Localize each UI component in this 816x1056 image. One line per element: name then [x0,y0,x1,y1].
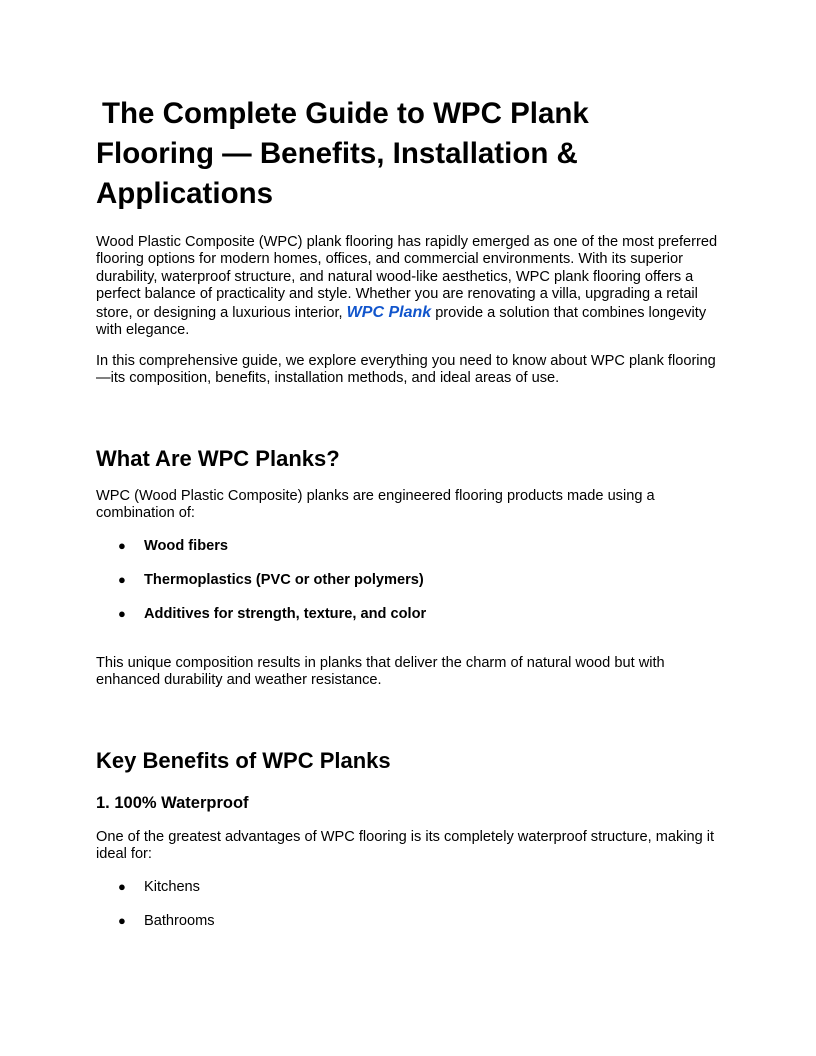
list-item-label: Additives for strength, texture, and color [144,606,427,622]
waterproof-lead-paragraph: One of the greatest advantages of WPC flooring is its completely waterproof structure, making it ideal for: [96,829,715,863]
bullet-icon: ● [118,913,126,928]
list-item-label: Kitchens [144,879,200,895]
list-item-label: Thermoplastics (PVC or other polymers) [144,572,424,588]
section-heading-what-are-wpc-planks: What Are WPC Planks? [96,446,340,471]
bullet-icon: ● [118,572,126,587]
list-item-label: Bathrooms [144,913,215,929]
intro-text-before-link: Wood Plastic Composite (WPC) plank flooring has rapidly emerged as one of the most preferred flooring options for modern homes, offices, and commercial environments. With its superior durability, waterproof structure, and natural wood-like aesthetics, WPC plank flooring offers a perfect balance of practicality and style. Whether you are renovating a villa, upgrading a retail store, or designing a luxurious interior, [96,234,718,321]
guide-paragraph: In this comprehensive guide, we explore everything you need to know about WPC plank flooring—its composition, benefits, installation methods, and ideal areas of use. [96,353,716,387]
what-lead-paragraph: WPC (Wood Plastic Composite) planks are engineered flooring products made using a combination of: [96,488,655,522]
bullet-icon: ● [118,606,126,621]
wpc-plank-link[interactable]: WPC Plank [346,303,432,321]
section-heading-key-benefits: Key Benefits of WPC Planks [96,748,391,773]
intro-text-after-link: provide a solution that combines longevity with elegance. [96,304,707,339]
intro-paragraph [96,234,724,339]
list-item-label: Wood fibers [144,538,229,554]
page-title: The Complete Guide to WPC Plank Flooring — Benefits, Installation & Applications [96,97,589,210]
subheading-waterproof: 1. 100% Waterproof [96,794,249,812]
bullet-icon: ● [118,879,126,894]
what-conclusion-paragraph: This unique composition results in planks that deliver the charm of natural wood but with enhanced durability and weather resistance. [96,655,665,689]
bullet-icon: ● [118,538,126,553]
